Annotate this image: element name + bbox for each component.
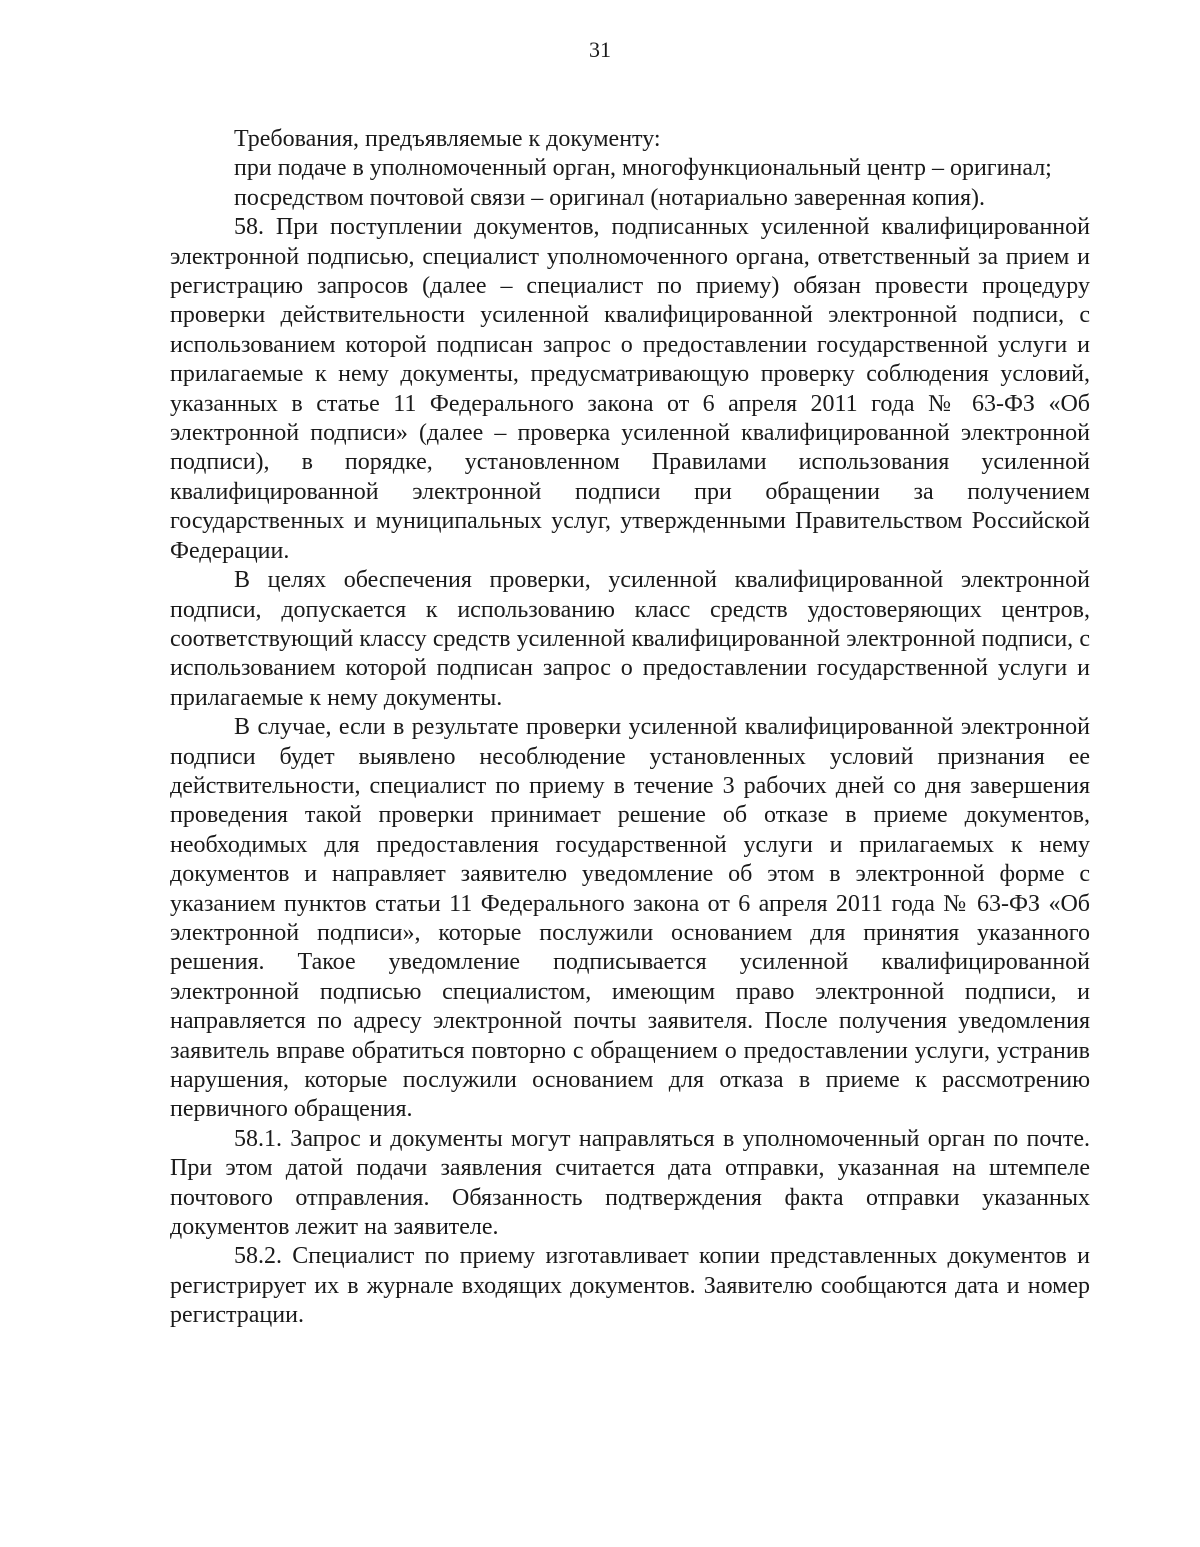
paragraph-requirements-heading: Требования, предъявляемые к документу: (234, 126, 661, 152)
document-body (170, 125, 1090, 1331)
paragraph-item-58-1: 58.1. Запрос и документы могут направляться в уполномоченный орган по почте. При этом датой подачи заявления считается дата отправки, указанная на штемпеле почтового отправления. Обязанность подтверждения факта отправки указанных документов лежит на заявителе. (170, 1125, 1090, 1241)
paragraph-verification-failure: В случае, если в результате проверки усиленной квалифицированной электронной подписи будет выявлено несоблюдение установленных условий признания ее действительности, специалист по приему в течение 3 рабочих дней со дня завершения проведения такой проверки принимает решение об отказе в приеме документов, необходимых для предоставления государственной услуги и прилагаемых к нему документов и направляет заявителю уведомление об этом в электронной форме с указанием пунктов статьи 11 Федерального закона от 6 апреля 2011 года № 63-ФЗ «Об электронной подписи», которые послужили основанием для принятия указанного решения. Такое уведомление подписывается усиленной квалифицированной электронной подписью специалистом, имеющим право электронной подписи, и направляется по адресу электронной почты заявителя. После получения уведомления заявитель вправе обратиться повторно с обращением о предоставлении услуги, устранив нарушения, которые послужили основанием для отказа в приеме к рассмотрению первичного обращения. (170, 714, 1090, 1123)
paragraph-signature-verification: В целях обеспечения проверки, усиленной квалифицированной электронной подписи, допускается к использованию класс средств удостоверяющих центров, соответствующий классу средств усиленной квалифицированной электронной подписи, с использованием которой подписан запрос о предоставлении государственной услуги и прилагаемые к нему документы. (170, 567, 1090, 711)
paragraph-item-58-2: 58.2. Специалист по приему изготавливает копии представленных документов и регистрирует их в журнале входящих документов. Заявителю сообщаются дата и номер регистрации. (170, 1243, 1090, 1329)
page-number: 31 (589, 37, 611, 62)
paragraph-submission-in-person: при подаче в уполномоченный орган, многофункциональный центр – оригинал; (234, 155, 1052, 182)
paragraph-item-58: 58. При поступлении документов, подписанных усиленной квалифицированной электронной подписью, специалист уполномоченного органа, ответственный за прием и регистрацию запросов (далее – специалист по приему) обязан провести процедуру проверки действительности усиленной квалифицированной электронной подписи, с использованием которой подписан запрос о предоставлении государственной услуги и прилагаемые к нему документы, предусматривающую проверку соблюдения условий, указанных в статье 11 Федерального закона от 6 апреля 2011 года № 63-ФЗ «Об электронной подписи» (далее – проверка усиленной квалифицированной электронной подписи), в порядке, установленном Правилами использования усиленной квалифицированной электронной подписи при обращении за получением государственных и муниципальных услуг, утвержденными Правительством Российской Федерации. (170, 214, 1090, 564)
paragraph-submission-by-mail: посредством почтовой связи – оригинал (нотариально заверенная копия). (234, 184, 985, 211)
